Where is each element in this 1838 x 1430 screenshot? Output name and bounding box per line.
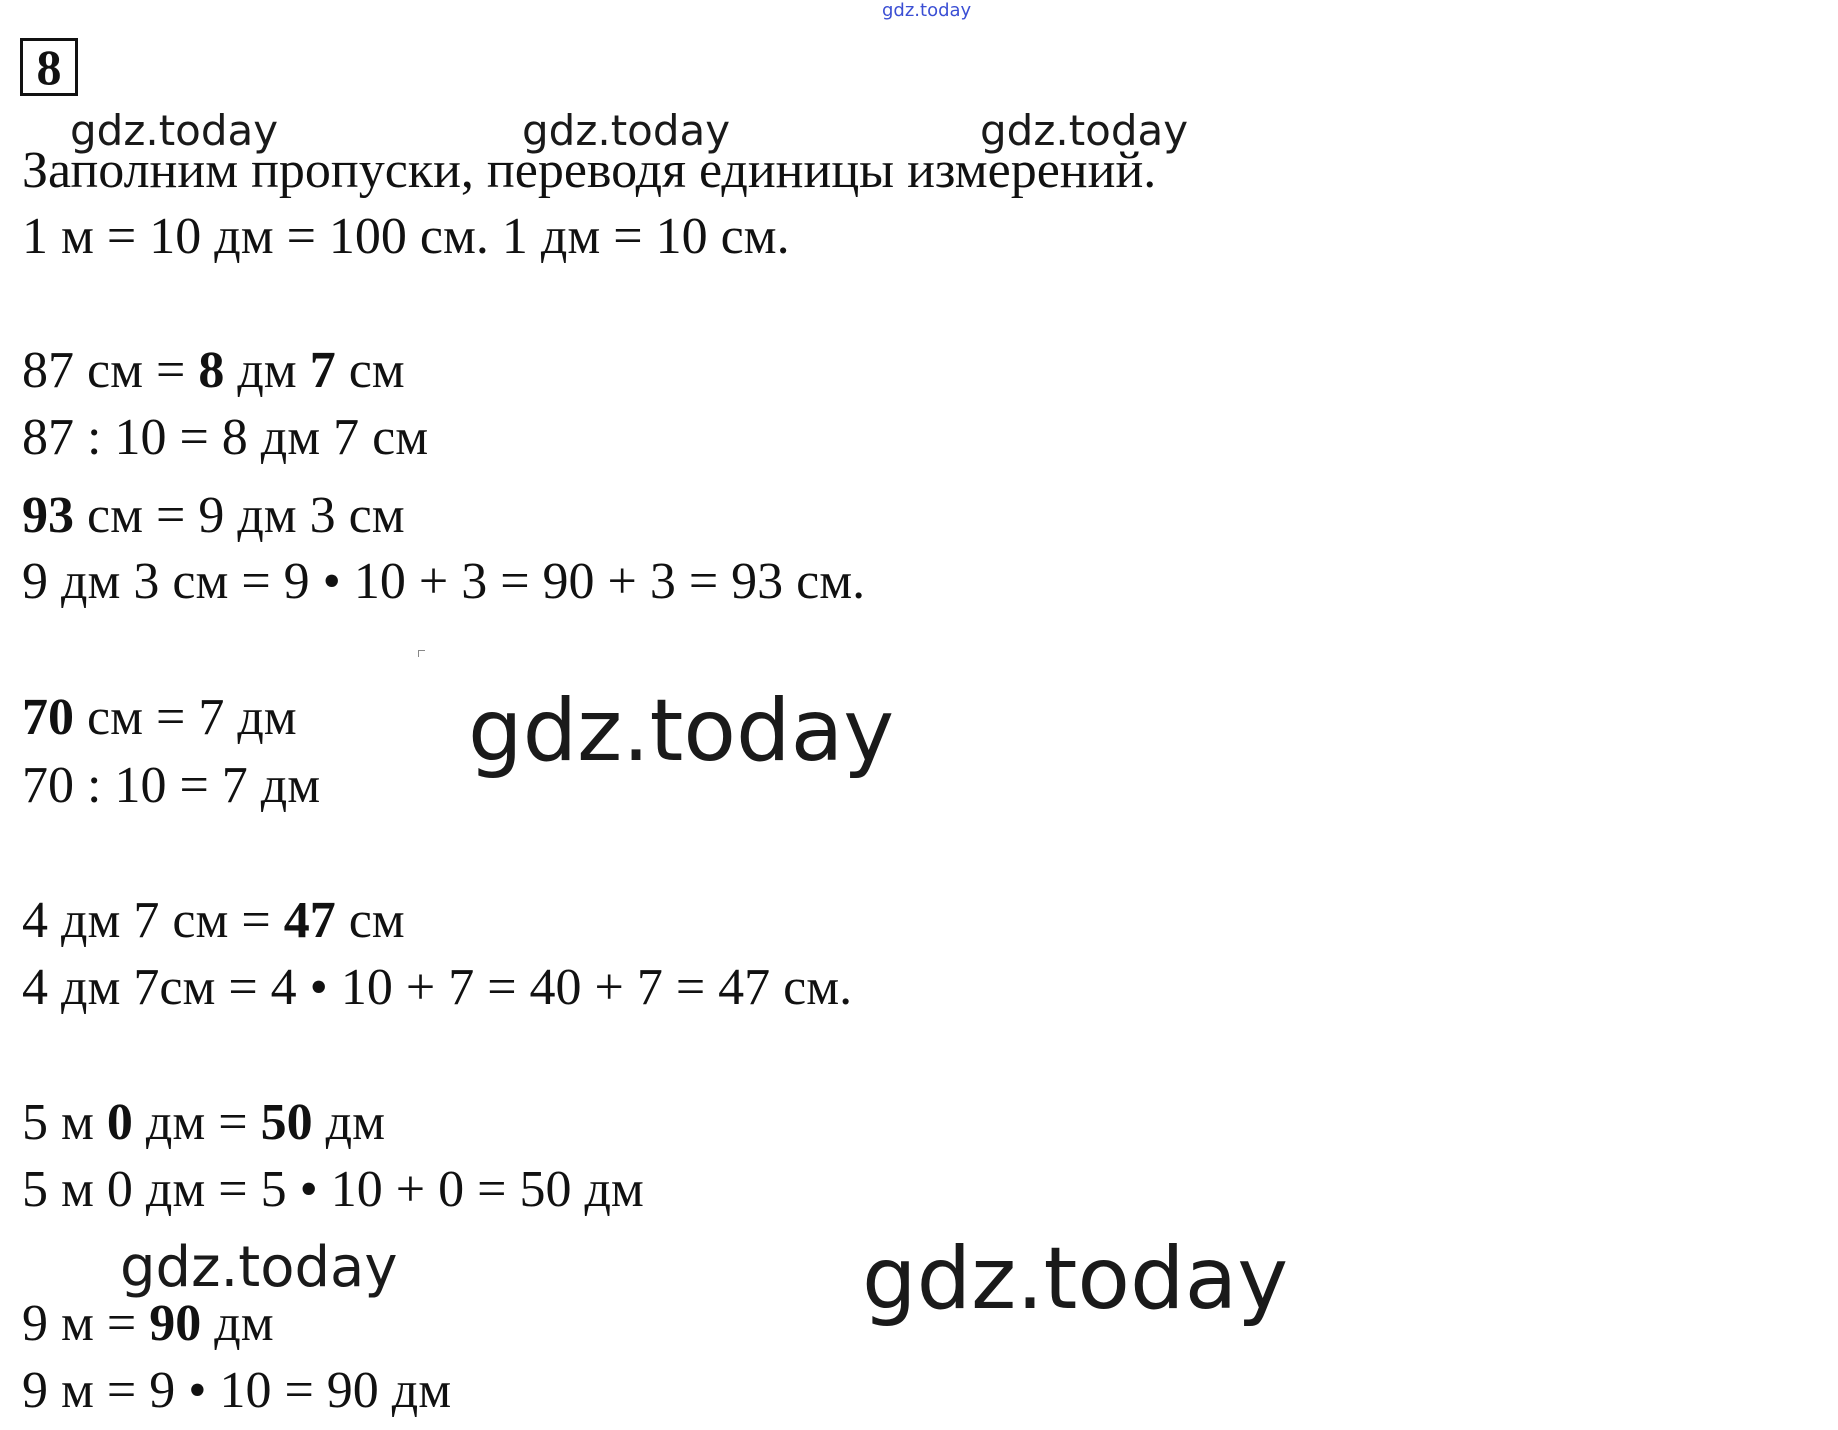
intro-text: Заполним пропуски, переводя единицы измерений.	[22, 142, 1157, 199]
answer-line: 70 см = 7 дм	[22, 689, 297, 746]
watermark: gdz.today	[522, 106, 731, 155]
answer-line: 5 м 0 дм = 50 дм	[22, 1094, 385, 1151]
scan-mark	[418, 650, 425, 657]
answer-line: 87 см = 8 дм 7 см	[22, 342, 405, 399]
watermark: gdz.today	[120, 1235, 398, 1300]
work-line: 4 дм 7см = 4 • 10 + 7 = 40 + 7 = 47 см.	[22, 959, 853, 1016]
work-line: 87 : 10 = 8 дм 7 см	[22, 409, 429, 466]
rule-text: 1 м = 10 дм = 100 см. 1 дм = 10 см.	[22, 208, 790, 265]
work-line: 9 дм 3 см = 9 • 10 + 3 = 90 + 3 = 93 см.	[22, 553, 866, 610]
watermark: gdz.today	[980, 106, 1189, 155]
watermark-top: gdz.today	[882, 0, 972, 21]
answer-line: 4 дм 7 см = 47 см	[22, 892, 405, 949]
task-number: 8	[20, 38, 78, 96]
work-line: 9 м = 9 • 10 = 90 дм	[22, 1362, 452, 1419]
answer-line: 93 см = 9 дм 3 см	[22, 487, 405, 544]
watermark-large: gdz.today	[862, 1229, 1289, 1329]
watermark: gdz.today	[70, 106, 279, 155]
work-line: 70 : 10 = 7 дм	[22, 757, 321, 814]
watermark-large: gdz.today	[468, 681, 895, 781]
answer-line: 9 м = 90 дм	[22, 1295, 274, 1352]
work-line: 5 м 0 дм = 5 • 10 + 0 = 50 дм	[22, 1161, 644, 1218]
